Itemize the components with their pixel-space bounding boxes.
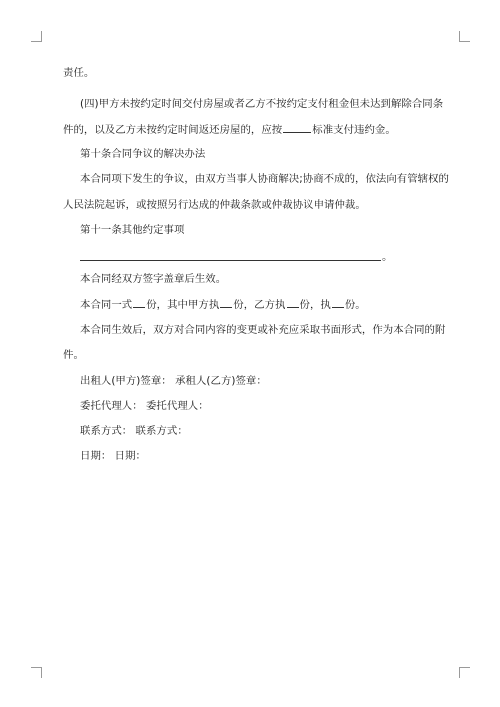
amendment-clause-line-2: 件。: [63, 349, 84, 361]
other-terms-period: 。: [382, 251, 393, 263]
copies-party-b-blank: [287, 297, 299, 308]
date-line: 日期： 日期：: [80, 450, 146, 462]
copies-text-e: 份。: [344, 299, 366, 311]
copies-total-blank: [133, 297, 145, 308]
text-line-1: 责任。: [63, 67, 95, 79]
crop-mark-bottom-right: [459, 667, 470, 678]
clause-4-line-1: (四)甲方未按约定时间交付房屋或者乙方不按约定支付租金但未达到解除合同条: [80, 98, 444, 110]
copies-clause: [80, 297, 366, 312]
crop-mark-bottom-left: [31, 667, 42, 678]
signature-line: 出租人(甲方)签章： 承租人(乙方)签章：: [80, 375, 267, 387]
article-10-heading: 第十条合同争议的解决办法: [80, 148, 206, 160]
clause-4-line-2: [63, 122, 396, 137]
crop-mark-top-right: [459, 31, 470, 42]
copies-text-a: 本合同一式: [80, 299, 133, 311]
copies-text-d: 份，执: [299, 299, 331, 311]
amendment-clause-line-1: 本合同生效后，双方对合同内容的变更或补充应采取书面形式，作为本合同的附: [80, 324, 446, 336]
clause-4-text-a: 件的，以及乙方未按约定时间返还房屋的，应按: [63, 124, 283, 136]
copies-other-blank: [332, 297, 344, 308]
article-10-line-2: 人民法院起诉，或按照另行达成的仲裁条款或仲裁协议申请仲裁。: [63, 199, 366, 211]
other-terms-blank-line: [80, 260, 381, 261]
copies-party-a-blank: [220, 297, 232, 308]
effective-clause: 本合同经双方签字盖章后生效。: [80, 273, 227, 285]
copies-text-c: 份，乙方执: [233, 299, 286, 311]
copies-text-b: 份，其中甲方执: [146, 299, 220, 311]
crop-mark-top-left: [31, 31, 42, 42]
agent-line: 委托代理人： 委托代理人：: [80, 400, 209, 412]
clause-4-text-b: 标准支付违约金。: [312, 124, 396, 136]
article-10-line-1: 本合同项下发生的争议，由双方当事人协商解决;协商不成的，依法向有管辖权的: [80, 173, 449, 185]
penalty-standard-blank: [283, 122, 311, 133]
article-11-heading: 第十一条其他约定事项: [80, 224, 185, 236]
contact-line: 联系方式： 联系方式：: [80, 425, 188, 437]
